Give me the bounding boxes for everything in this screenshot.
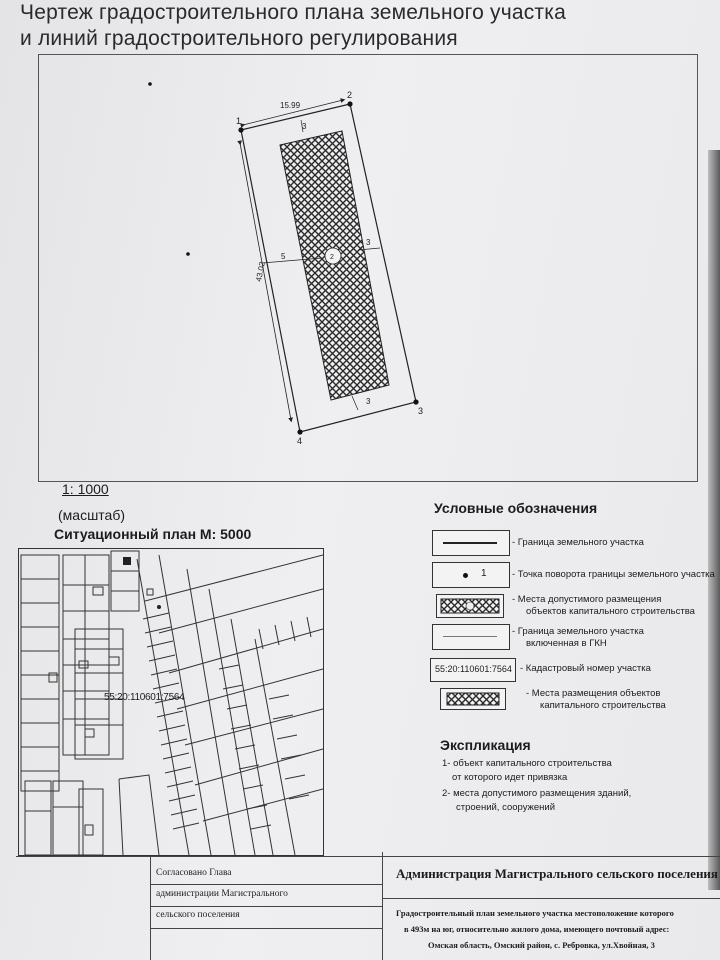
offset-left: 5 [281,252,286,261]
scale-value: 1: 1000 [62,481,109,497]
scale-label: (масштаб) [58,507,126,523]
legend-title: Условные обозначения [434,500,598,516]
explication-line-2: от которого идет привязка [452,772,568,783]
title-line-1: Чертеж градостроительного плана земельного участка [20,1,566,24]
plan-desc-line-2: в 493м на юг, относительно жилого дома, имеющего почтовый адрес: [404,924,670,934]
legend-item-3-line-2: объектов капитального строительства [526,606,695,617]
legend-item-1: - Граница земельного участка [512,537,644,548]
dim-left: 43.02 [254,261,267,283]
legend-item-2: - Точка поворота границы земельного участка [512,569,715,580]
object-number: 2 [330,254,334,261]
point-3: 3 [418,406,424,416]
point-2: 2 [347,90,353,100]
situation-cadastral-label: 55:20:110601:7564 [104,692,185,703]
situation-plan-title: Ситуационный план М: 5000 [54,526,252,542]
explication-title: Экспликация [440,737,531,753]
dim-top: 15.99 [280,101,301,110]
administration-name: Администрация Магистрального сельского поселения [396,866,718,881]
building-zone [280,131,389,400]
offset-right: 3 [366,238,371,247]
approved-line-2: администрации Магистрального [156,889,288,899]
legend-symbol-placement [440,688,506,710]
approved-line-3: сельского поселения [156,910,240,920]
legend-symbol-boundary [432,530,510,556]
legend-symbol-point: 1 [432,562,510,588]
legend-symbol-cadastral: 55:20:110601:7564 [430,658,516,682]
explication-line-4: строений, сооружений [456,802,556,813]
explication-line-1: 1- объект капитального строительства [442,758,612,769]
legend-symbol-allowed-zone [436,594,504,618]
legend-item-3-line-1: - Места допустимого размещения [512,594,662,605]
point-1: 1 [236,116,242,126]
offset-bottom: 3 [366,397,371,406]
legend-item-6-line-1: - Места размещения объектов [526,688,661,699]
legend-item-4-line-1: - Граница земельного участка [512,626,644,637]
plan-desc-line-3: Омская область, Омский район, с. Ребровка, ул.Хвойная, 3 [428,940,655,950]
legend-item-5: - Кадастровый номер участка [520,663,651,674]
title-line-2: и линий градостроительного регулирования [20,27,458,50]
approved-line-1: Согласовано Глава [156,868,232,878]
legend-symbol-gkn-boundary [432,624,510,650]
plan-desc-line-1: Градостроительный план земельного участка местоположение которого [396,908,674,918]
explication-line-3: 2- места допустимого размещения зданий, [442,788,632,799]
point-4: 4 [297,436,303,446]
legend-item-4-line-2: включенная в ГКН [526,638,607,649]
offset-top: 3 [302,122,307,131]
legend-item-6-line-2: капитального строительства [540,700,666,711]
